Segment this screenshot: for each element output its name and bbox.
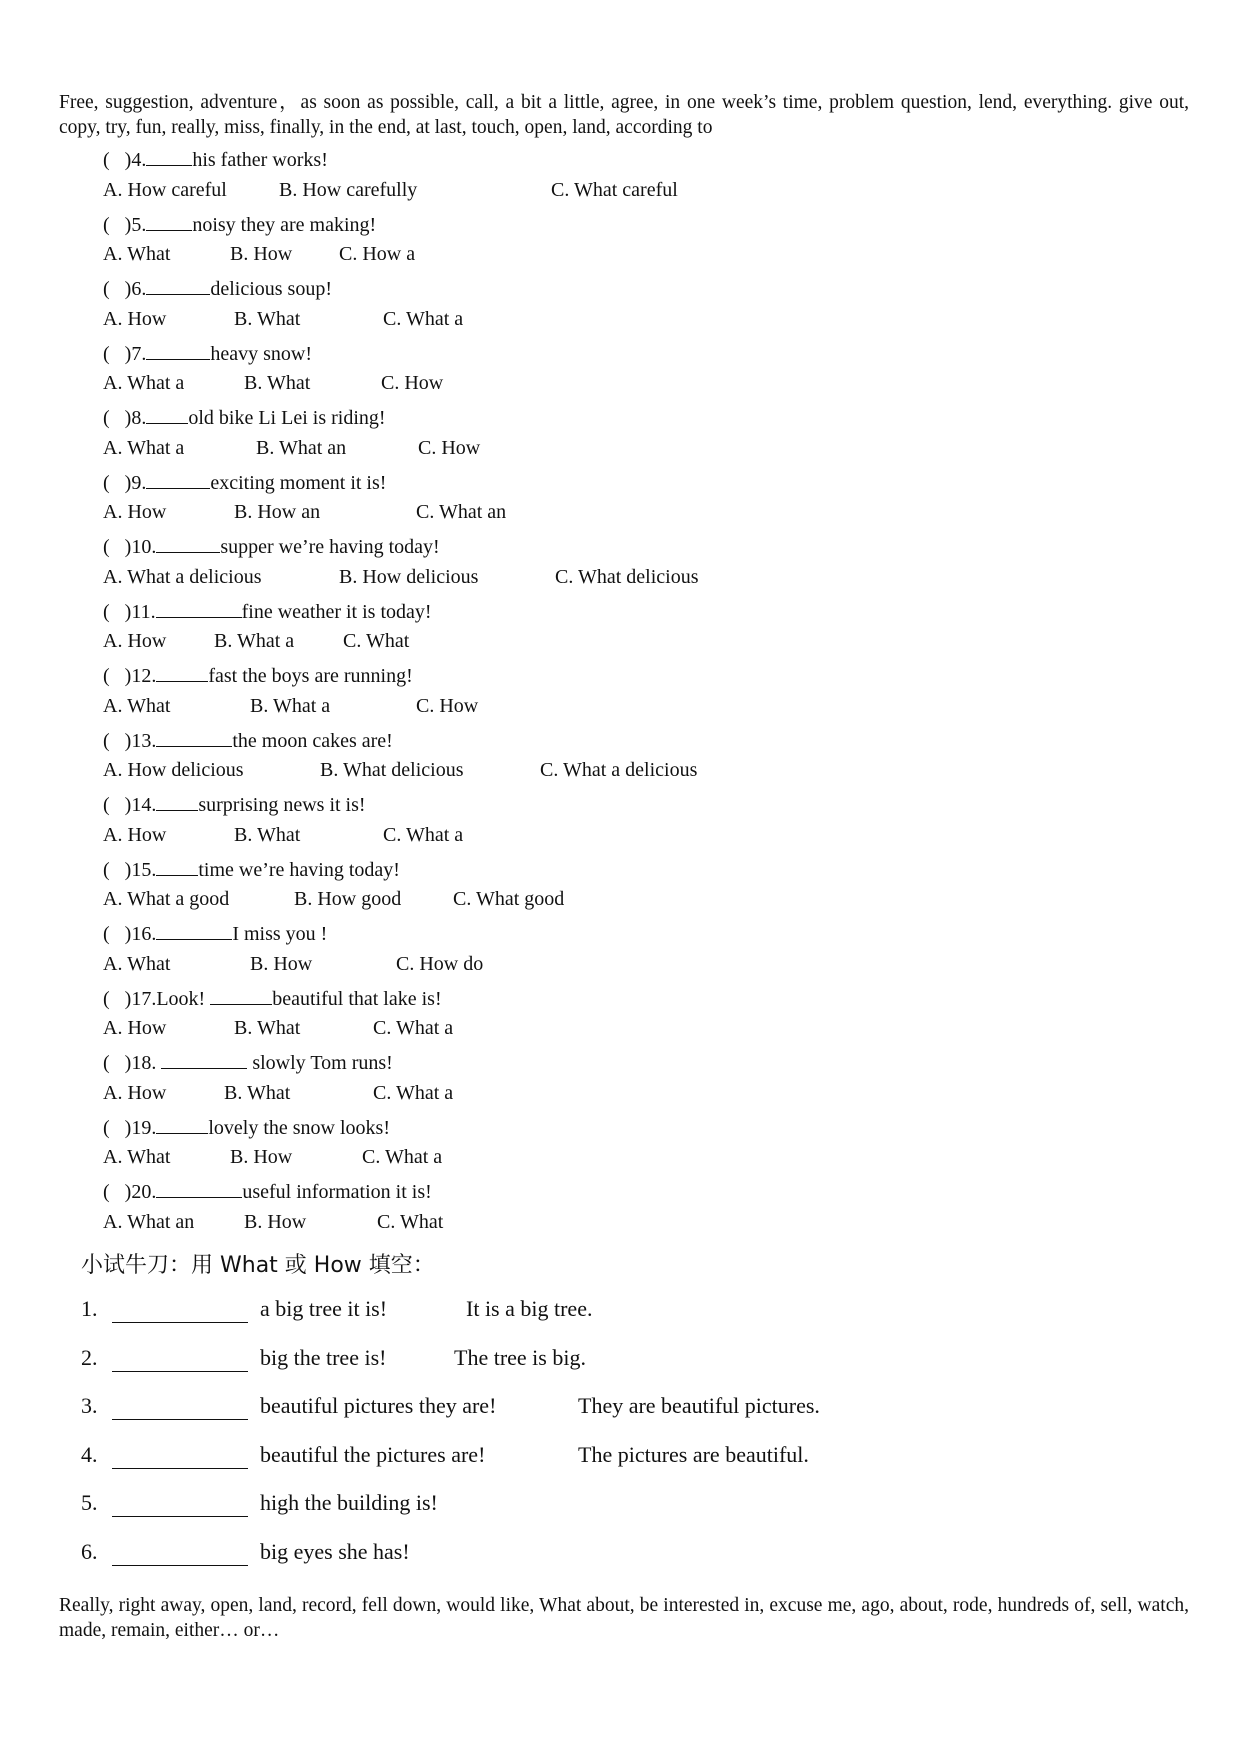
fill-statement: The pictures are beautiful. [578, 1441, 809, 1467]
question-text: exciting moment it is! [210, 471, 387, 494]
fill-number: 5. [81, 1490, 98, 1516]
question-number: 13. [131, 729, 157, 752]
answer-paren-close: ) [124, 1181, 132, 1203]
question-number: 17.Look! [131, 987, 211, 1010]
question-number: 6. [131, 278, 147, 300]
answer-paren-close: ) [124, 471, 132, 494]
question-row [103, 533, 440, 559]
option-c[interactable]: C. How [418, 436, 481, 459]
fill-statement: The tree is big. [454, 1344, 586, 1370]
fill-sentence: big the tree is! [260, 1344, 387, 1370]
answer-paren-open: ( [103, 536, 110, 558]
answer-paren-open: ( [103, 342, 110, 365]
answer-paren-open: ( [103, 600, 110, 623]
fill-number: 6. [81, 1539, 98, 1564]
option-c[interactable]: C. What a delicious [540, 759, 698, 781]
question-number: 19. [131, 1116, 157, 1139]
option-c[interactable]: C. What a [362, 1146, 443, 1168]
question-text: old bike Li Lei is riding! [188, 407, 386, 429]
fill-sentence: beautiful pictures they are! [260, 1393, 497, 1419]
question-blank[interactable] [156, 727, 232, 747]
question-row [103, 791, 366, 817]
option-a[interactable]: A. How [103, 307, 167, 330]
answer-paren-open: ( [103, 923, 110, 945]
answer-paren-close: ) [124, 342, 132, 365]
answer-paren-open: ( [103, 987, 110, 1010]
answer-paren-open: ( [103, 407, 110, 429]
option-c[interactable]: C. How [416, 694, 479, 717]
option-a[interactable]: A. What [103, 952, 171, 975]
question-blank[interactable] [146, 404, 188, 424]
option-a[interactable]: A. How [103, 630, 167, 652]
fill-statement: It is a big tree. [466, 1296, 593, 1321]
fill-sentence: high the building is! [260, 1490, 438, 1516]
question-text: surprising news it is! [198, 794, 366, 816]
option-c[interactable]: C. What a [373, 1081, 454, 1104]
question-text: supper we’re having today! [220, 536, 440, 558]
answer-paren-open: ( [103, 149, 110, 171]
question-row [103, 1178, 432, 1204]
option-b[interactable]: B. How delicious [339, 565, 479, 588]
question-number: 7. [131, 342, 147, 365]
question-number: 16. [131, 923, 157, 945]
answer-paren-open: ( [103, 794, 110, 816]
question-blank[interactable] [156, 1178, 242, 1198]
question-text: slowly Tom runs! [247, 1052, 393, 1074]
fill-item [81, 1539, 861, 1571]
question-row [103, 856, 400, 882]
answer-paren-open: ( [103, 858, 110, 881]
fill-number: 3. [81, 1393, 98, 1419]
answer-paren-open: ( [103, 213, 110, 236]
question-text: I miss you ! [232, 923, 328, 945]
question-text: noisy they are making! [192, 213, 377, 236]
option-a[interactable]: A. What [103, 1146, 171, 1168]
word-bank-bottom: Really, right away, open, land, record, fell down, would like, What about, be interested in, excuse me, ago, about, rode, hundreds of, sell, watch, made, remain, either… or… [59, 1595, 1189, 1641]
question-number: 15. [131, 858, 157, 881]
option-a[interactable]: A. How delicious [103, 759, 244, 781]
question-blank[interactable] [146, 146, 192, 166]
question-text: beautiful that lake is! [272, 987, 442, 1010]
question-row [103, 1114, 390, 1140]
question-blank[interactable] [146, 275, 210, 295]
answer-paren-open: ( [103, 1181, 110, 1203]
option-c[interactable]: C. What careful [551, 178, 678, 201]
option-a[interactable]: A. What a [103, 436, 185, 459]
option-a[interactable]: A. How [103, 501, 167, 523]
answer-paren-open: ( [103, 471, 110, 494]
question-blank[interactable] [146, 211, 192, 231]
answer-paren-close: ) [124, 1116, 132, 1139]
option-b[interactable]: B. What [244, 372, 311, 394]
question-text: useful information it is! [242, 1181, 432, 1203]
question-row [103, 146, 328, 172]
option-b[interactable]: B. What [234, 1017, 301, 1039]
answer-paren-close: ) [124, 923, 132, 945]
fill-blank[interactable] [112, 1371, 248, 1372]
question-number: 18. [131, 1052, 162, 1074]
option-c[interactable]: C. What a [383, 823, 464, 846]
answer-paren-close: ) [124, 149, 132, 171]
fill-blank[interactable] [112, 1322, 248, 1323]
option-c[interactable]: C. How a [339, 243, 416, 265]
question-blank[interactable] [146, 340, 210, 360]
answer-paren-open: ( [103, 665, 110, 687]
fill-item [81, 1393, 861, 1425]
option-a[interactable]: A. How [103, 1017, 167, 1039]
answer-paren-close: ) [124, 987, 132, 1010]
option-a[interactable]: A. What [103, 243, 171, 265]
question-text: fine weather it is today! [241, 600, 432, 623]
question-blank[interactable] [156, 533, 220, 553]
answer-paren-close: ) [124, 213, 132, 236]
question-row [103, 340, 312, 366]
question-number: 20. [131, 1181, 157, 1203]
question-blank[interactable] [156, 1114, 208, 1134]
option-b[interactable]: B. What [224, 1081, 291, 1104]
question-number: 11. [131, 600, 156, 623]
answer-paren-close: ) [124, 407, 132, 429]
option-c[interactable]: C. What [343, 630, 410, 652]
question-text: time we’re having today! [198, 858, 400, 881]
question-row [103, 727, 393, 753]
answer-paren-close: ) [124, 858, 132, 881]
question-number: 9. [131, 471, 147, 494]
fill-sentence: a big tree it is! [260, 1296, 388, 1321]
question-number: 12. [131, 665, 157, 687]
question-row [103, 211, 376, 237]
option-b[interactable]: B. How [250, 952, 313, 975]
fill-item [81, 1490, 861, 1522]
answer-paren-close: ) [124, 729, 132, 752]
option-a[interactable]: A. How careful [103, 178, 227, 201]
option-a[interactable]: A. What a delicious [103, 565, 262, 588]
question-blank[interactable] [156, 662, 208, 682]
question-text: lovely the snow looks! [208, 1116, 390, 1139]
option-b[interactable]: B. What a [250, 694, 331, 717]
answer-paren-close: ) [124, 1052, 132, 1074]
question-row [103, 662, 413, 688]
question-number: 10. [131, 536, 157, 558]
option-b[interactable]: B. What a [214, 630, 295, 652]
question-text: fast the boys are running! [208, 665, 413, 687]
option-c[interactable]: C. What good [453, 888, 565, 910]
option-b[interactable]: B. How carefully [279, 178, 418, 201]
answer-paren-close: ) [124, 794, 132, 816]
fill-item [81, 1345, 861, 1377]
option-c[interactable]: C. How do [396, 952, 484, 975]
option-b[interactable]: B. How [244, 1210, 307, 1233]
option-c[interactable]: C. What delicious [555, 565, 699, 588]
option-a[interactable]: A. What a [103, 372, 185, 394]
option-b[interactable]: B. How good [294, 888, 402, 910]
word-bank-top: Free, suggestion, adventure，as soon as possible, call, a bit a little, agree, in one week’s time, problem question, lend, everything. give out, copy, try, fun, really, miss, finally, in the end, at last, touch, open, land, according to [59, 92, 1189, 138]
answer-paren-close: ) [124, 278, 132, 300]
option-c[interactable]: C. What a [373, 1017, 454, 1039]
question-number: 4. [131, 149, 147, 171]
option-a[interactable]: A. What [103, 694, 171, 717]
question-blank[interactable] [156, 920, 232, 940]
question-row [103, 598, 432, 624]
question-blank[interactable] [156, 791, 198, 811]
option-b[interactable]: B. What [234, 307, 301, 330]
question-row [103, 985, 442, 1011]
option-a[interactable]: A. What a good [103, 888, 230, 910]
question-blank[interactable] [210, 985, 272, 1005]
question-text: the moon cakes are! [232, 729, 393, 752]
fill-item [81, 1296, 861, 1328]
section-title: 小试牛刀：用 What 或 How 填空： [81, 1253, 435, 1278]
option-b[interactable]: B. How [230, 243, 293, 265]
option-a[interactable]: A. What an [103, 1210, 195, 1233]
question-row [103, 920, 327, 946]
fill-blank[interactable] [112, 1419, 248, 1420]
answer-paren-open: ( [103, 729, 110, 752]
option-b[interactable]: B. What an [256, 436, 347, 459]
fill-number: 4. [81, 1441, 98, 1467]
question-row [103, 469, 386, 495]
question-blank[interactable] [156, 598, 242, 618]
option-c[interactable]: C. How [381, 372, 444, 394]
fill-blank[interactable] [112, 1516, 248, 1517]
option-b[interactable]: B. How an [234, 501, 321, 523]
fill-statement: They are beautiful pictures. [578, 1393, 820, 1419]
question-row [103, 404, 386, 430]
option-a[interactable]: A. How [103, 823, 167, 846]
question-blank[interactable] [146, 469, 210, 489]
question-number: 8. [131, 407, 147, 429]
option-c[interactable]: C. What an [416, 501, 507, 523]
fill-sentence: big eyes she has! [260, 1539, 410, 1564]
fill-blank[interactable] [112, 1468, 248, 1469]
question-text: heavy snow! [210, 342, 312, 365]
option-c[interactable]: C. What [377, 1210, 444, 1233]
fill-item [81, 1442, 861, 1474]
question-number: 14. [131, 794, 157, 816]
option-b[interactable]: B. What delicious [320, 759, 464, 781]
question-row [103, 1049, 393, 1075]
fill-blank[interactable] [112, 1565, 248, 1566]
answer-paren-close: ) [124, 536, 132, 558]
question-number: 5. [131, 213, 147, 236]
fill-number: 2. [81, 1344, 98, 1370]
fill-sentence: beautiful the pictures are! [260, 1441, 486, 1467]
answer-paren-open: ( [103, 1116, 110, 1139]
question-text: his father works! [192, 149, 328, 171]
answer-paren-close: ) [124, 665, 132, 687]
question-blank[interactable] [156, 856, 198, 876]
option-b[interactable]: B. What [234, 823, 301, 846]
option-c[interactable]: C. What a [383, 307, 464, 330]
question-row [103, 275, 332, 301]
question-text: delicious soup! [210, 278, 332, 300]
option-b[interactable]: B. How [230, 1146, 293, 1168]
option-a[interactable]: A. How [103, 1081, 167, 1104]
answer-paren-close: ) [124, 600, 132, 623]
question-blank[interactable] [161, 1049, 247, 1069]
fill-number: 1. [81, 1296, 98, 1321]
answer-paren-open: ( [103, 278, 110, 300]
answer-paren-open: ( [103, 1052, 110, 1074]
